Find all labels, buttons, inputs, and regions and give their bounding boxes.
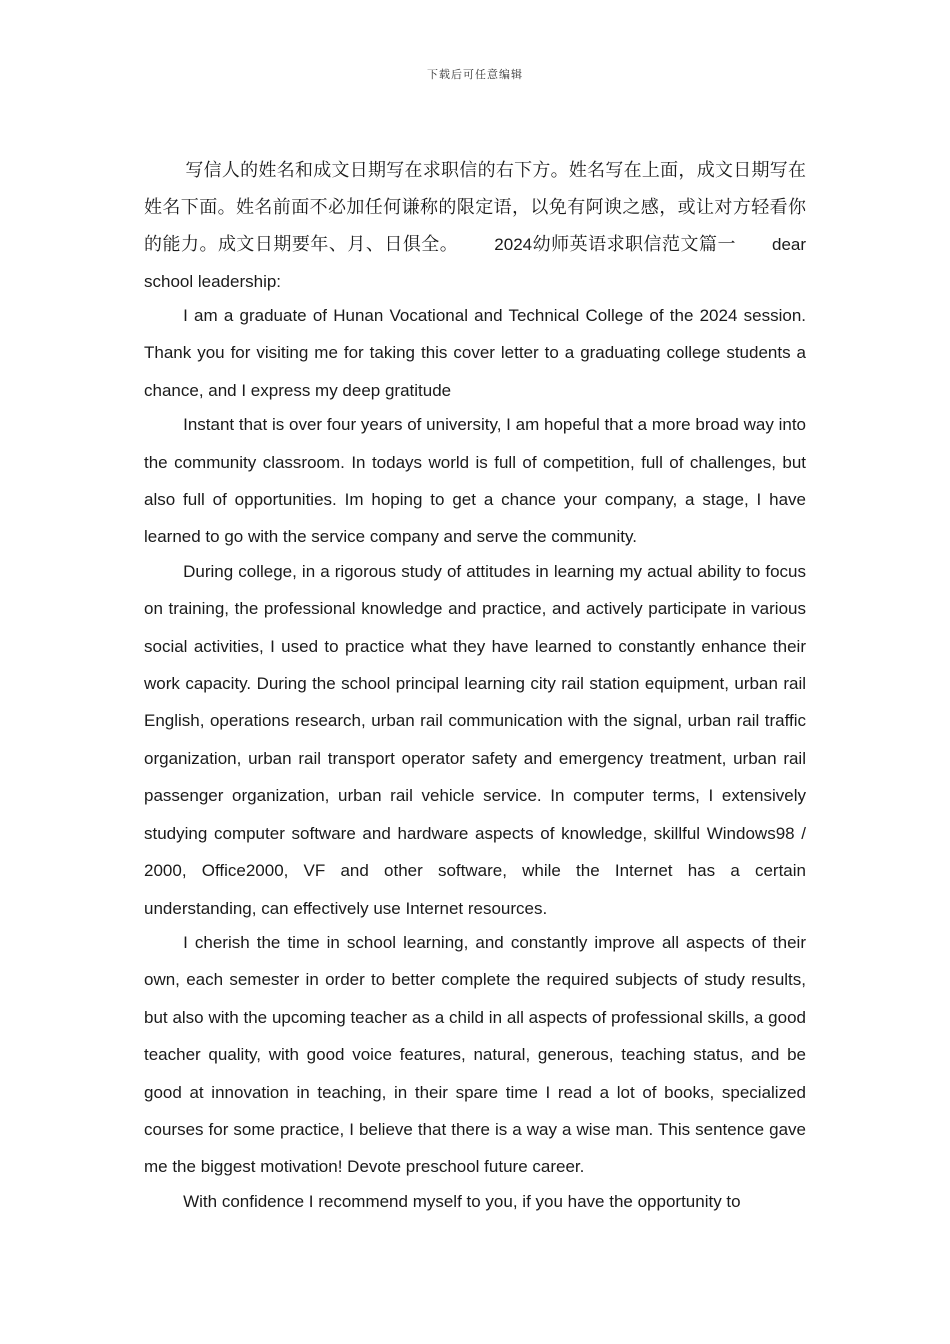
- title-year: 2024: [494, 235, 533, 254]
- intro-text: 写信人的姓名和成文日期写在求职信的右下方。姓名写在上面，成文日期写在姓名下面。姓名前面不必加任何谦称的限定语，以免有阿谀之感，或让对方轻看你的能力。成文日期要年、月、日俱全。: [144, 160, 806, 255]
- paragraph-graduate: I am a graduate of Hunan Vocational and Technical College of the 2024 session. Thank you for visiting me for taking this cover letter to a graduating college students a chance, and I express my deep gratitude: [144, 306, 806, 400]
- paragraph-university: Instant that is over four years of university, I am hopeful that a more broad way into the community classroom. In todays world is full of competition, full of challenges, but also full of opportunities. Im hoping to get a chance your company, a stage, I have learned to go with the service company and serve the community.: [144, 415, 806, 547]
- salutation: dear school leadership:: [144, 235, 807, 291]
- title-text: 幼师英语求职信范文篇一: [532, 234, 736, 255]
- paragraph-confidence: With confidence I recommend myself to you, if you have the opportunity to: [183, 1191, 741, 1211]
- paragraph-college: During college, in a rigorous study of attitudes in learning my actual ability to focus on training, the professional knowledge and practice, and actively participate in various social activities, I used to practice what they have learned to constantly enhance their work capacity. During the school principal learning city rail station equipment, urban rail English, operations research, urban rail communication with the signal, urban rail traffic organization, urban rail transport operator safety and emergency treatment, urban rail passenger organization, urban rail vehicle service. In computer terms, I extensively studying computer software and hardware aspects of knowledge, skillful Windows98 / 2000, Office2000, VF and other software, while the Internet has a certain understanding, can effectively use Internet resources.: [144, 561, 806, 918]
- document-body: [144, 152, 806, 1220]
- page-header-note: 下载后可任意编辑: [427, 68, 523, 81]
- paragraph-school-learning: I cherish the time in school learning, and constantly improve all aspects of their own, each semester in order to better complete the required subjects of study results, but also with the upcoming teacher as a child in all aspects of professional skills, a good teacher quality, with good voice features, natural, generous, teaching status, and be good at innovation in teaching, in their spare time I read a lot of books, specialized courses for some practice, I believe that there is a way a wise man. This sentence gave me the biggest motivation! Devote preschool future career.: [144, 932, 806, 1177]
- intro-paragraph: [144, 152, 806, 300]
